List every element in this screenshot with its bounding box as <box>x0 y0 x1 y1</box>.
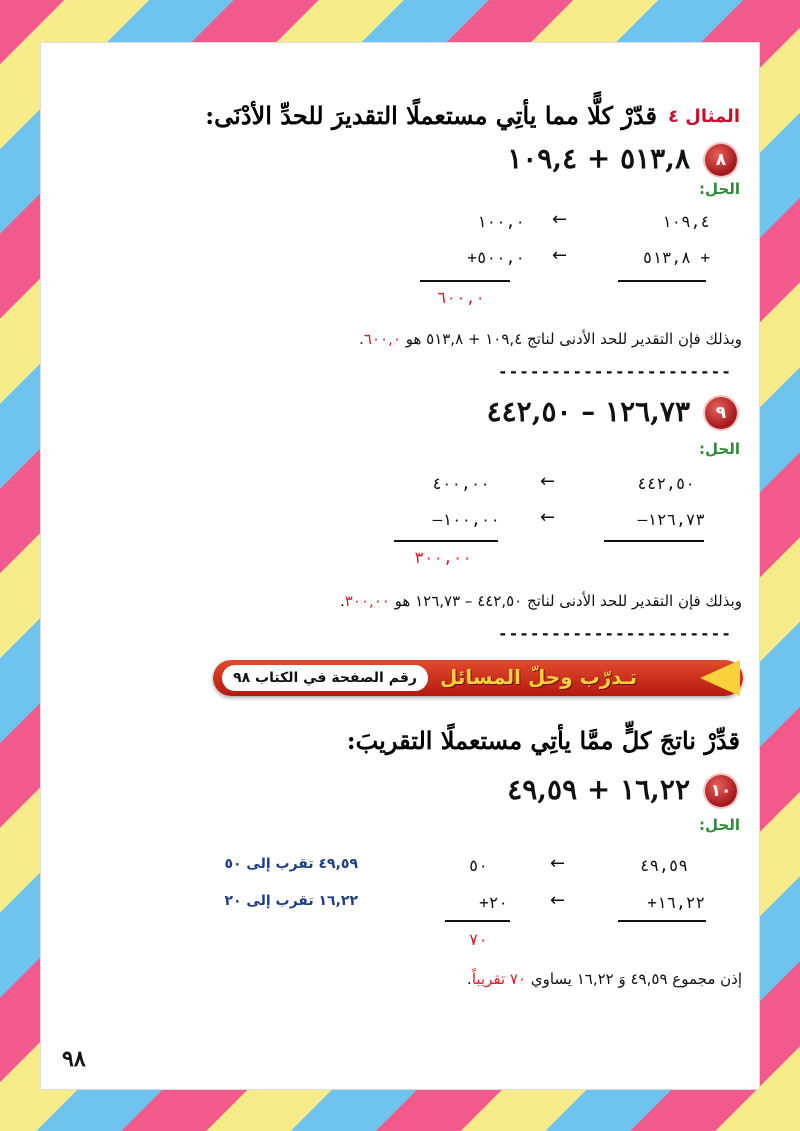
p10-note-2: ١٦,٢٢ تقرب إلى ٢٠ <box>224 893 358 909</box>
separator: ---------------------- <box>498 362 732 381</box>
p10-rounded-2: ٢٠+ <box>479 893 508 912</box>
page-number: ٩٨ <box>62 1046 86 1072</box>
conclusion-value: ٧٠ تقريباً <box>471 970 527 988</box>
problem-9-expression: ١٢٦,٧٣ – ٤٤٢,٥٠ <box>486 395 690 428</box>
conclusion-text: وبذلك فإن التقدير للحد الأدنى لناتج ٤٤٢,٥٠ – ١٢٦,٧٣ هو <box>394 592 742 610</box>
banner-page-ref: رقم الصفحة في الكتاب ٩٨ <box>222 665 428 691</box>
example-instruction: قدّرْ كلًّا مما يأتِي مستعملًا التقديرَ للحدِّ الأدْنَى: <box>205 101 657 130</box>
conclusion-value: ٦٠٠,٠ <box>363 330 401 348</box>
solution-label: الحل: <box>699 816 740 834</box>
p10-original-2: ١٦,٢٢+ <box>647 893 705 912</box>
sum-line <box>618 920 706 922</box>
p9-rounded-1: ٤٠٠,٠٠ <box>432 474 490 493</box>
sum-line <box>445 920 510 922</box>
banner-arrow-icon <box>700 660 740 696</box>
practice-instruction: قدِّرْ ناتجَ كلٍّ ممَّا يأتِي مستعملًا التقريبَ: <box>346 726 740 755</box>
banner-title: تـدرّب وحلّ المسائل <box>440 665 638 689</box>
separator: ---------------------- <box>498 624 732 643</box>
solution-label: الحل: <box>699 440 740 458</box>
difference-line <box>394 540 498 542</box>
p8-result: ٦٠٠,٠ <box>436 288 485 307</box>
sum-line <box>618 280 706 282</box>
arrow-icon: ← <box>550 890 566 911</box>
p10-note-1: ٤٩,٥٩ تقرب إلى ٥٠ <box>224 856 358 872</box>
difference-line <box>604 540 704 542</box>
example-label: المثال ٤ <box>668 106 740 127</box>
solution-label: الحل: <box>699 180 740 198</box>
problem-badge-10: ١٠ <box>705 775 737 807</box>
arrow-icon: ← <box>552 245 568 266</box>
problem-8-expression: ٥١٣,٨ + ١٠٩,٤ <box>507 142 690 175</box>
p8-original-1: ١٠٩,٤ <box>661 212 710 231</box>
p8-conclusion <box>359 330 742 348</box>
conclusion-end: . <box>467 970 472 988</box>
sum-line <box>420 280 510 282</box>
p10-result: ٧٠ <box>468 930 488 949</box>
p10-original-1: ٤٩,٥٩ <box>639 856 688 875</box>
p8-rounded-1: ١٠٠,٠ <box>476 212 525 231</box>
p9-original-1: ٤٤٢,٥٠ <box>637 474 695 493</box>
arrow-icon: ← <box>550 853 566 874</box>
arrow-icon: ← <box>552 209 568 230</box>
problem-10-expression: ١٦,٢٢ + ٤٩,٥٩ <box>507 773 690 806</box>
p8-original-2: + ٥١٣,٨ <box>642 248 710 267</box>
conclusion-end: . <box>340 592 345 610</box>
arrow-icon: ← <box>540 507 556 528</box>
arrow-icon: ← <box>540 471 556 492</box>
p10-rounded-1: ٥٠ <box>468 856 488 875</box>
p8-rounded-2: ٥٠٠,٠+ <box>467 248 525 267</box>
page-sheet <box>40 42 760 1090</box>
conclusion-text: وبذلك فإن التقدير للحد الأدنى لناتج ١٠٩,٤ + ٥١٣,٨ هو <box>405 330 742 348</box>
conclusion-text: إذن مجموع ٤٩,٥٩ وَ ١٦,٢٢ يساوي <box>530 970 742 988</box>
p9-conclusion <box>340 592 742 610</box>
problem-badge-8: ٨ <box>705 144 737 176</box>
p9-rounded-2: ١٠٠,٠٠– <box>432 510 500 529</box>
p9-original-2: ١٢٦,٧٣– <box>637 510 705 529</box>
p9-result: ٣٠٠,٠٠ <box>414 548 472 567</box>
problem-badge-9: ٩ <box>705 397 737 429</box>
conclusion-end: . <box>359 330 364 348</box>
p10-conclusion <box>467 970 742 988</box>
conclusion-value: ٣٠٠,٠٠ <box>344 592 390 610</box>
